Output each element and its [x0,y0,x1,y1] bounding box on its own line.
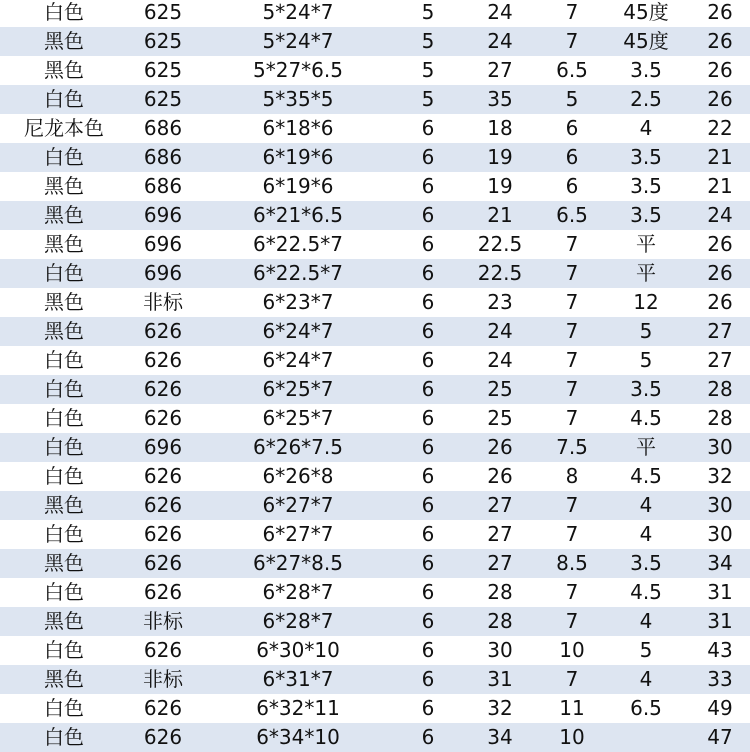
outer-diameter-cell: 24 [458,317,542,346]
color-cell: 黑色 [0,201,128,230]
weight-cell: 26 [690,288,750,317]
model-cell: 686 [128,114,198,143]
angle-cell: 4 [602,520,690,549]
weight-cell: 30 [690,520,750,549]
model-cell: 696 [128,230,198,259]
outer-diameter-cell: 25 [458,404,542,433]
thickness-cell: 7 [542,607,602,636]
table-row [0,375,750,404]
size-cell: 6*27*7 [198,491,398,520]
inner-diameter-cell: 6 [398,375,458,404]
outer-diameter-cell: 28 [458,607,542,636]
thickness-cell: 11 [542,694,602,723]
outer-diameter-cell: 24 [458,27,542,56]
outer-diameter-cell: 25 [458,375,542,404]
inner-diameter-cell: 6 [398,201,458,230]
angle-cell: 3.5 [602,549,690,578]
outer-diameter-cell: 26 [458,462,542,491]
table-row [0,462,750,491]
thickness-cell: 7 [542,491,602,520]
angle-cell: 4.5 [602,462,690,491]
angle-cell: 4.5 [602,578,690,607]
color-cell: 尼龙本色 [0,114,128,143]
size-cell: 6*28*7 [198,607,398,636]
table-row [0,172,750,201]
inner-diameter-cell: 6 [398,346,458,375]
angle-cell: 平 [602,259,690,288]
weight-cell: 32 [690,462,750,491]
outer-diameter-cell: 27 [458,491,542,520]
color-cell: 白色 [0,259,128,288]
angle-cell: 3.5 [602,172,690,201]
angle-cell: 4.5 [602,404,690,433]
color-cell: 白色 [0,462,128,491]
inner-diameter-cell: 6 [398,665,458,694]
size-cell: 6*27*7 [198,520,398,549]
inner-diameter-cell: 6 [398,520,458,549]
thickness-cell: 10 [542,723,602,752]
outer-diameter-cell: 18 [458,114,542,143]
angle-cell: 6.5 [602,694,690,723]
size-cell: 6*30*10 [198,636,398,665]
angle-cell: 45度 [602,27,690,56]
weight-cell: 31 [690,578,750,607]
angle-cell: 5 [602,346,690,375]
color-cell: 白色 [0,0,128,27]
table-row [0,230,750,259]
table-row [0,114,750,143]
size-cell: 5*27*6.5 [198,56,398,85]
weight-cell: 21 [690,172,750,201]
color-cell: 黑色 [0,491,128,520]
inner-diameter-cell: 6 [398,317,458,346]
weight-cell: 43 [690,636,750,665]
size-cell: 6*26*8 [198,462,398,491]
size-cell: 5*24*7 [198,27,398,56]
table-row [0,143,750,172]
outer-diameter-cell: 28 [458,578,542,607]
table-row [0,259,750,288]
thickness-cell: 6.5 [542,201,602,230]
model-cell: 626 [128,578,198,607]
color-cell: 黑色 [0,56,128,85]
model-cell: 686 [128,172,198,201]
size-cell: 6*34*10 [198,723,398,752]
model-cell: 非标 [128,288,198,317]
weight-cell: 49 [690,694,750,723]
inner-diameter-cell: 6 [398,462,458,491]
size-cell: 6*24*7 [198,346,398,375]
angle-cell: 3.5 [602,56,690,85]
thickness-cell: 7 [542,259,602,288]
thickness-cell: 7 [542,520,602,549]
table-row [0,346,750,375]
model-cell: 625 [128,27,198,56]
angle-cell: 12 [602,288,690,317]
weight-cell: 22 [690,114,750,143]
inner-diameter-cell: 6 [398,607,458,636]
table-row [0,433,750,462]
angle-cell: 4 [602,607,690,636]
model-cell: 626 [128,694,198,723]
table-row [0,578,750,607]
thickness-cell: 7 [542,27,602,56]
size-cell: 6*28*7 [198,578,398,607]
weight-cell: 26 [690,85,750,114]
outer-diameter-cell: 32 [458,694,542,723]
table-row [0,27,750,56]
weight-cell: 24 [690,201,750,230]
table-row [0,607,750,636]
model-cell: 626 [128,549,198,578]
weight-cell: 28 [690,375,750,404]
weight-cell: 33 [690,665,750,694]
weight-cell: 26 [690,27,750,56]
outer-diameter-cell: 26 [458,433,542,462]
inner-diameter-cell: 6 [398,172,458,201]
model-cell: 686 [128,143,198,172]
inner-diameter-cell: 6 [398,288,458,317]
inner-diameter-cell: 6 [398,578,458,607]
inner-diameter-cell: 6 [398,259,458,288]
inner-diameter-cell: 6 [398,636,458,665]
weight-cell: 30 [690,491,750,520]
outer-diameter-cell: 19 [458,172,542,201]
color-cell: 白色 [0,578,128,607]
weight-cell: 26 [690,56,750,85]
model-cell: 626 [128,346,198,375]
color-cell: 白色 [0,723,128,752]
thickness-cell: 7 [542,288,602,317]
size-cell: 6*25*7 [198,375,398,404]
color-cell: 黑色 [0,27,128,56]
model-cell: 626 [128,636,198,665]
angle-cell: 3.5 [602,375,690,404]
size-cell: 6*19*6 [198,143,398,172]
color-cell: 白色 [0,520,128,549]
inner-diameter-cell: 5 [398,0,458,27]
model-cell: 626 [128,723,198,752]
thickness-cell: 6 [542,143,602,172]
angle-cell [602,723,690,752]
angle-cell: 3.5 [602,201,690,230]
size-cell: 6*27*8.5 [198,549,398,578]
table-row [0,549,750,578]
thickness-cell: 7 [542,317,602,346]
outer-diameter-cell: 23 [458,288,542,317]
size-cell: 6*23*7 [198,288,398,317]
color-cell: 白色 [0,433,128,462]
weight-cell: 27 [690,317,750,346]
outer-diameter-cell: 27 [458,549,542,578]
thickness-cell: 8 [542,462,602,491]
size-cell: 6*32*11 [198,694,398,723]
size-cell: 6*18*6 [198,114,398,143]
thickness-cell: 7 [542,578,602,607]
table-row [0,723,750,752]
outer-diameter-cell: 21 [458,201,542,230]
thickness-cell: 6 [542,114,602,143]
thickness-cell: 5 [542,85,602,114]
thickness-cell: 7 [542,0,602,27]
model-cell: 696 [128,201,198,230]
color-cell: 白色 [0,143,128,172]
size-cell: 5*35*5 [198,85,398,114]
weight-cell: 31 [690,607,750,636]
weight-cell: 28 [690,404,750,433]
table-row [0,665,750,694]
color-cell: 黑色 [0,288,128,317]
size-cell: 6*31*7 [198,665,398,694]
size-cell: 6*22.5*7 [198,230,398,259]
outer-diameter-cell: 30 [458,636,542,665]
color-cell: 白色 [0,694,128,723]
color-cell: 黑色 [0,317,128,346]
size-cell: 6*24*7 [198,317,398,346]
table-row [0,520,750,549]
size-cell: 6*22.5*7 [198,259,398,288]
outer-diameter-cell: 19 [458,143,542,172]
outer-diameter-cell: 22.5 [458,230,542,259]
table-row [0,201,750,230]
table-row [0,491,750,520]
inner-diameter-cell: 6 [398,404,458,433]
inner-diameter-cell: 6 [398,723,458,752]
outer-diameter-cell: 22.5 [458,259,542,288]
color-cell: 黑色 [0,665,128,694]
color-cell: 白色 [0,346,128,375]
model-cell: 非标 [128,607,198,636]
thickness-cell: 10 [542,636,602,665]
table-row [0,404,750,433]
angle-cell: 5 [602,636,690,665]
color-cell: 黑色 [0,549,128,578]
weight-cell: 26 [690,259,750,288]
thickness-cell: 7 [542,230,602,259]
inner-diameter-cell: 6 [398,694,458,723]
inner-diameter-cell: 5 [398,27,458,56]
size-cell: 6*25*7 [198,404,398,433]
thickness-cell: 7 [542,665,602,694]
thickness-cell: 8.5 [542,549,602,578]
color-cell: 白色 [0,85,128,114]
inner-diameter-cell: 6 [398,114,458,143]
model-cell: 626 [128,375,198,404]
outer-diameter-cell: 27 [458,520,542,549]
model-cell: 非标 [128,665,198,694]
table-row [0,694,750,723]
thickness-cell: 7 [542,404,602,433]
angle-cell: 5 [602,317,690,346]
outer-diameter-cell: 24 [458,0,542,27]
weight-cell: 47 [690,723,750,752]
model-cell: 626 [128,491,198,520]
inner-diameter-cell: 6 [398,433,458,462]
model-cell: 626 [128,317,198,346]
model-cell: 696 [128,259,198,288]
inner-diameter-cell: 6 [398,491,458,520]
weight-cell: 26 [690,0,750,27]
angle-cell: 3.5 [602,143,690,172]
table-row [0,56,750,85]
size-cell: 6*26*7.5 [198,433,398,462]
angle-cell: 4 [602,491,690,520]
angle-cell: 4 [602,114,690,143]
thickness-cell: 7 [542,375,602,404]
size-cell: 5*24*7 [198,0,398,27]
model-cell: 626 [128,520,198,549]
color-cell: 白色 [0,404,128,433]
angle-cell: 平 [602,433,690,462]
model-cell: 625 [128,56,198,85]
outer-diameter-cell: 31 [458,665,542,694]
color-cell: 黑色 [0,172,128,201]
outer-diameter-cell: 27 [458,56,542,85]
inner-diameter-cell: 6 [398,230,458,259]
outer-diameter-cell: 24 [458,346,542,375]
color-cell: 黑色 [0,230,128,259]
inner-diameter-cell: 6 [398,143,458,172]
size-cell: 6*19*6 [198,172,398,201]
angle-cell: 45度 [602,0,690,27]
table-row [0,636,750,665]
thickness-cell: 7 [542,346,602,375]
thickness-cell: 7.5 [542,433,602,462]
model-cell: 626 [128,462,198,491]
model-cell: 625 [128,85,198,114]
color-cell: 白色 [0,636,128,665]
angle-cell: 4 [602,665,690,694]
model-cell: 625 [128,0,198,27]
weight-cell: 26 [690,230,750,259]
thickness-cell: 6.5 [542,56,602,85]
table-row [0,288,750,317]
size-cell: 6*21*6.5 [198,201,398,230]
weight-cell: 27 [690,346,750,375]
angle-cell: 平 [602,230,690,259]
inner-diameter-cell: 5 [398,56,458,85]
table-row [0,317,750,346]
weight-cell: 21 [690,143,750,172]
model-cell: 696 [128,433,198,462]
inner-diameter-cell: 6 [398,549,458,578]
outer-diameter-cell: 35 [458,85,542,114]
table-row [0,0,750,27]
thickness-cell: 6 [542,172,602,201]
model-cell: 626 [128,404,198,433]
table-row [0,85,750,114]
weight-cell: 34 [690,549,750,578]
outer-diameter-cell: 34 [458,723,542,752]
color-cell: 黑色 [0,607,128,636]
weight-cell: 30 [690,433,750,462]
inner-diameter-cell: 5 [398,85,458,114]
angle-cell: 2.5 [602,85,690,114]
color-cell: 白色 [0,375,128,404]
